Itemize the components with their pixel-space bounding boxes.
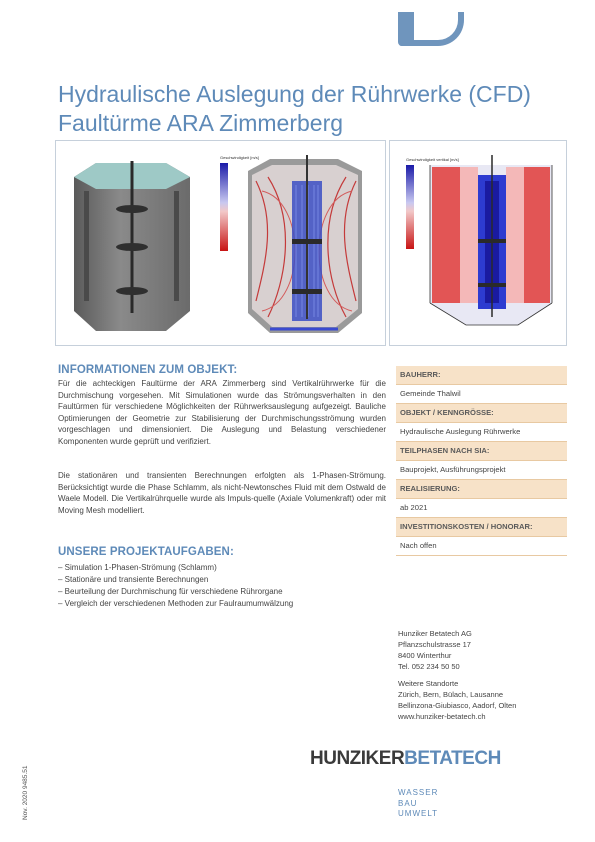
company-website[interactable]: www.hunziker-betatech.ch — [398, 712, 486, 721]
tasks-list — [58, 562, 293, 610]
company-city: 8400 Winterthur — [398, 651, 452, 660]
task-item: – Stationäre und transiente Berechnungen — [58, 575, 209, 584]
vertical-velocity-contour — [430, 155, 552, 325]
brand-tagline — [398, 788, 438, 820]
info-heading: INFORMATIONEN ZUM OBJEKT: — [58, 364, 238, 376]
velocity-legend-title: Geschwindigkeit [m/s] — [220, 155, 259, 160]
task-item: – Vergleich der verschiedenen Methoden zur Faulraumumwälzung — [58, 599, 294, 608]
brand-part-1: HUNZIKER — [310, 748, 405, 769]
company-street: Pflanzschulstrasse 17 — [398, 640, 471, 649]
objekt-value: Hydraulische Auslegung Rührwerke — [396, 423, 567, 442]
bauherr-label: BAUHERR: — [396, 366, 567, 385]
tank-geometry-model — [74, 161, 190, 331]
realisierung-value: ab 2021 — [396, 499, 567, 518]
teilphasen-value: Bauprojekt, Ausführungsprojekt — [396, 461, 567, 480]
sites-heading: Weitere Standorte — [398, 679, 459, 688]
vertical-velocity-legend-title: Geschwindigkeit vertikal [m/s] — [406, 157, 459, 162]
task-item: – Simulation 1-Phasen-Strömung (Schlamm) — [58, 563, 217, 572]
kosten-value: Nach offen — [396, 537, 567, 556]
page-title — [58, 80, 531, 138]
document-reference-note: Nov. 2020 9485.51 — [22, 765, 29, 820]
title-line-2: Faultürme ARA Zimmerberg — [58, 110, 344, 136]
task-item: – Beurteilung der Durchmischung für verschiedene Rührorgane — [58, 587, 283, 596]
kosten-label: INVESTITIONSKOSTEN / HONORAR: — [396, 518, 567, 537]
info-paragraph-1: Für die achteckigen Faultürme der ARA Zimmerberg sind Vertikalrührwerke für die Durchmischung vorgesehen. Mit Simulationen wurde das Strömungsverhalten in den Faultürmen für verschiedene Möglichkeiten der Rührwerksauslegung aufgezeigt. Bauliche Optimierungen der Geometrie zur Stabilisierung der Durchmischungsströmung wurden vorgeschlagen und dimensioniert. Die Auslegung und Belastung verschiedener Komponenten wurde geprüft und verifiziert. — [58, 379, 386, 446]
teilphasen-label: TEILPHASEN NACH SIA: — [396, 442, 567, 461]
company-name: Hunziker Betatech AG — [398, 629, 472, 638]
vertical-velocity-section-figure — [389, 140, 567, 346]
realisierung-label: REALISIERUNG: — [396, 480, 567, 499]
tagline-umwelt: UMWELT — [398, 809, 439, 818]
tagline-wasser: WASSER — [398, 788, 439, 797]
vertical-velocity-legend — [406, 165, 414, 249]
bauherr-value: Gemeinde Thalwil — [396, 385, 567, 404]
sites-line-2: Bellinzona-Giubiasco, Aadorf, Olten — [398, 701, 517, 710]
tasks-heading: UNSERE PROJEKTAUFGABEN: — [58, 546, 234, 558]
brand-wordmark — [310, 748, 501, 770]
brand-part-2: BETATECH — [404, 748, 501, 769]
cfd-geometry-and-streamline-figure — [55, 140, 386, 346]
velocity-streamline-plot — [248, 155, 362, 333]
company-logo-mark — [398, 12, 464, 46]
company-phone: Tel. 052 234 50 50 — [398, 662, 460, 671]
project-facts-sidebar — [396, 366, 567, 556]
title-line-1: Hydraulische Auslegung der Rührwerke (CFD) — [58, 81, 531, 107]
info-paragraph-2: Die stationären und transienten Berechnungen erfolgten als 1-Phasen-Strömung. Berücksichtigt wurde die Phase Schlamm, als nicht-Newtonsches Fluid mit dem Ostwald de Waele Modell. Die Vertikalrührquelle wurde als Impuls-quelle (Axiale Volumenkraft) oder mit Moving Mesh modelliert. — [58, 471, 386, 515]
tagline-bau: BAU — [398, 798, 418, 808]
sites-line-1: Zürich, Bern, Bülach, Lausanne — [398, 690, 504, 699]
objekt-label: OBJEKT / KENNGRÖSSE: — [396, 404, 567, 423]
contact-block — [398, 628, 516, 722]
